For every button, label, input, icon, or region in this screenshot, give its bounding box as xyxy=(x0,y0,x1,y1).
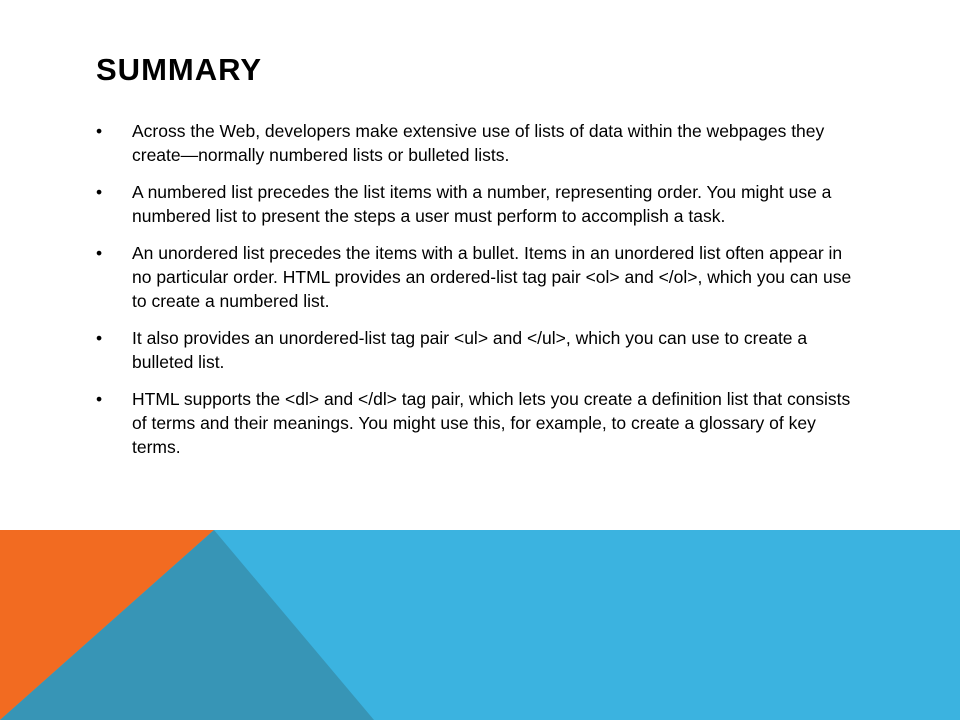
list-item xyxy=(96,180,856,228)
bullet-icon: • xyxy=(96,182,103,202)
bullet-text: Across the Web, developers make extensive use of lists of data within the webpages they create—normally numbered lists or bulleted lists. xyxy=(132,121,825,165)
list-item xyxy=(96,119,856,167)
list-item xyxy=(96,241,856,313)
bullet-icon: • xyxy=(96,389,103,409)
bullet-icon: • xyxy=(96,328,103,348)
bullet-text: A numbered list precedes the list items with a number, representing order. You might use a numbered list to present the steps a user must perform to accomplish a task. xyxy=(132,182,832,226)
bullet-icon: • xyxy=(96,121,103,141)
list-item xyxy=(96,387,856,459)
slide-title: SUMMARY xyxy=(96,52,263,87)
bullet-text: An unordered list precedes the items with a bullet. Items in an unordered list often appear in no particular order. HTML provides an ordered-list tag pair <ol> and </ol>, which you can use to create a numbered list. xyxy=(132,243,852,311)
bullet-list xyxy=(96,119,856,472)
bullet-icon: • xyxy=(96,243,103,263)
bullet-text: It also provides an unordered-list tag pair <ul> and </ul>, which you can use to create a bulleted list. xyxy=(132,328,808,372)
decorative-footer-band xyxy=(0,530,960,720)
bullet-text: HTML supports the <dl> and </dl> tag pair, which lets you create a definition list that consists of terms and their meanings. You might use this, for example, to create a glossary of key terms. xyxy=(132,389,851,457)
list-item xyxy=(96,326,856,374)
